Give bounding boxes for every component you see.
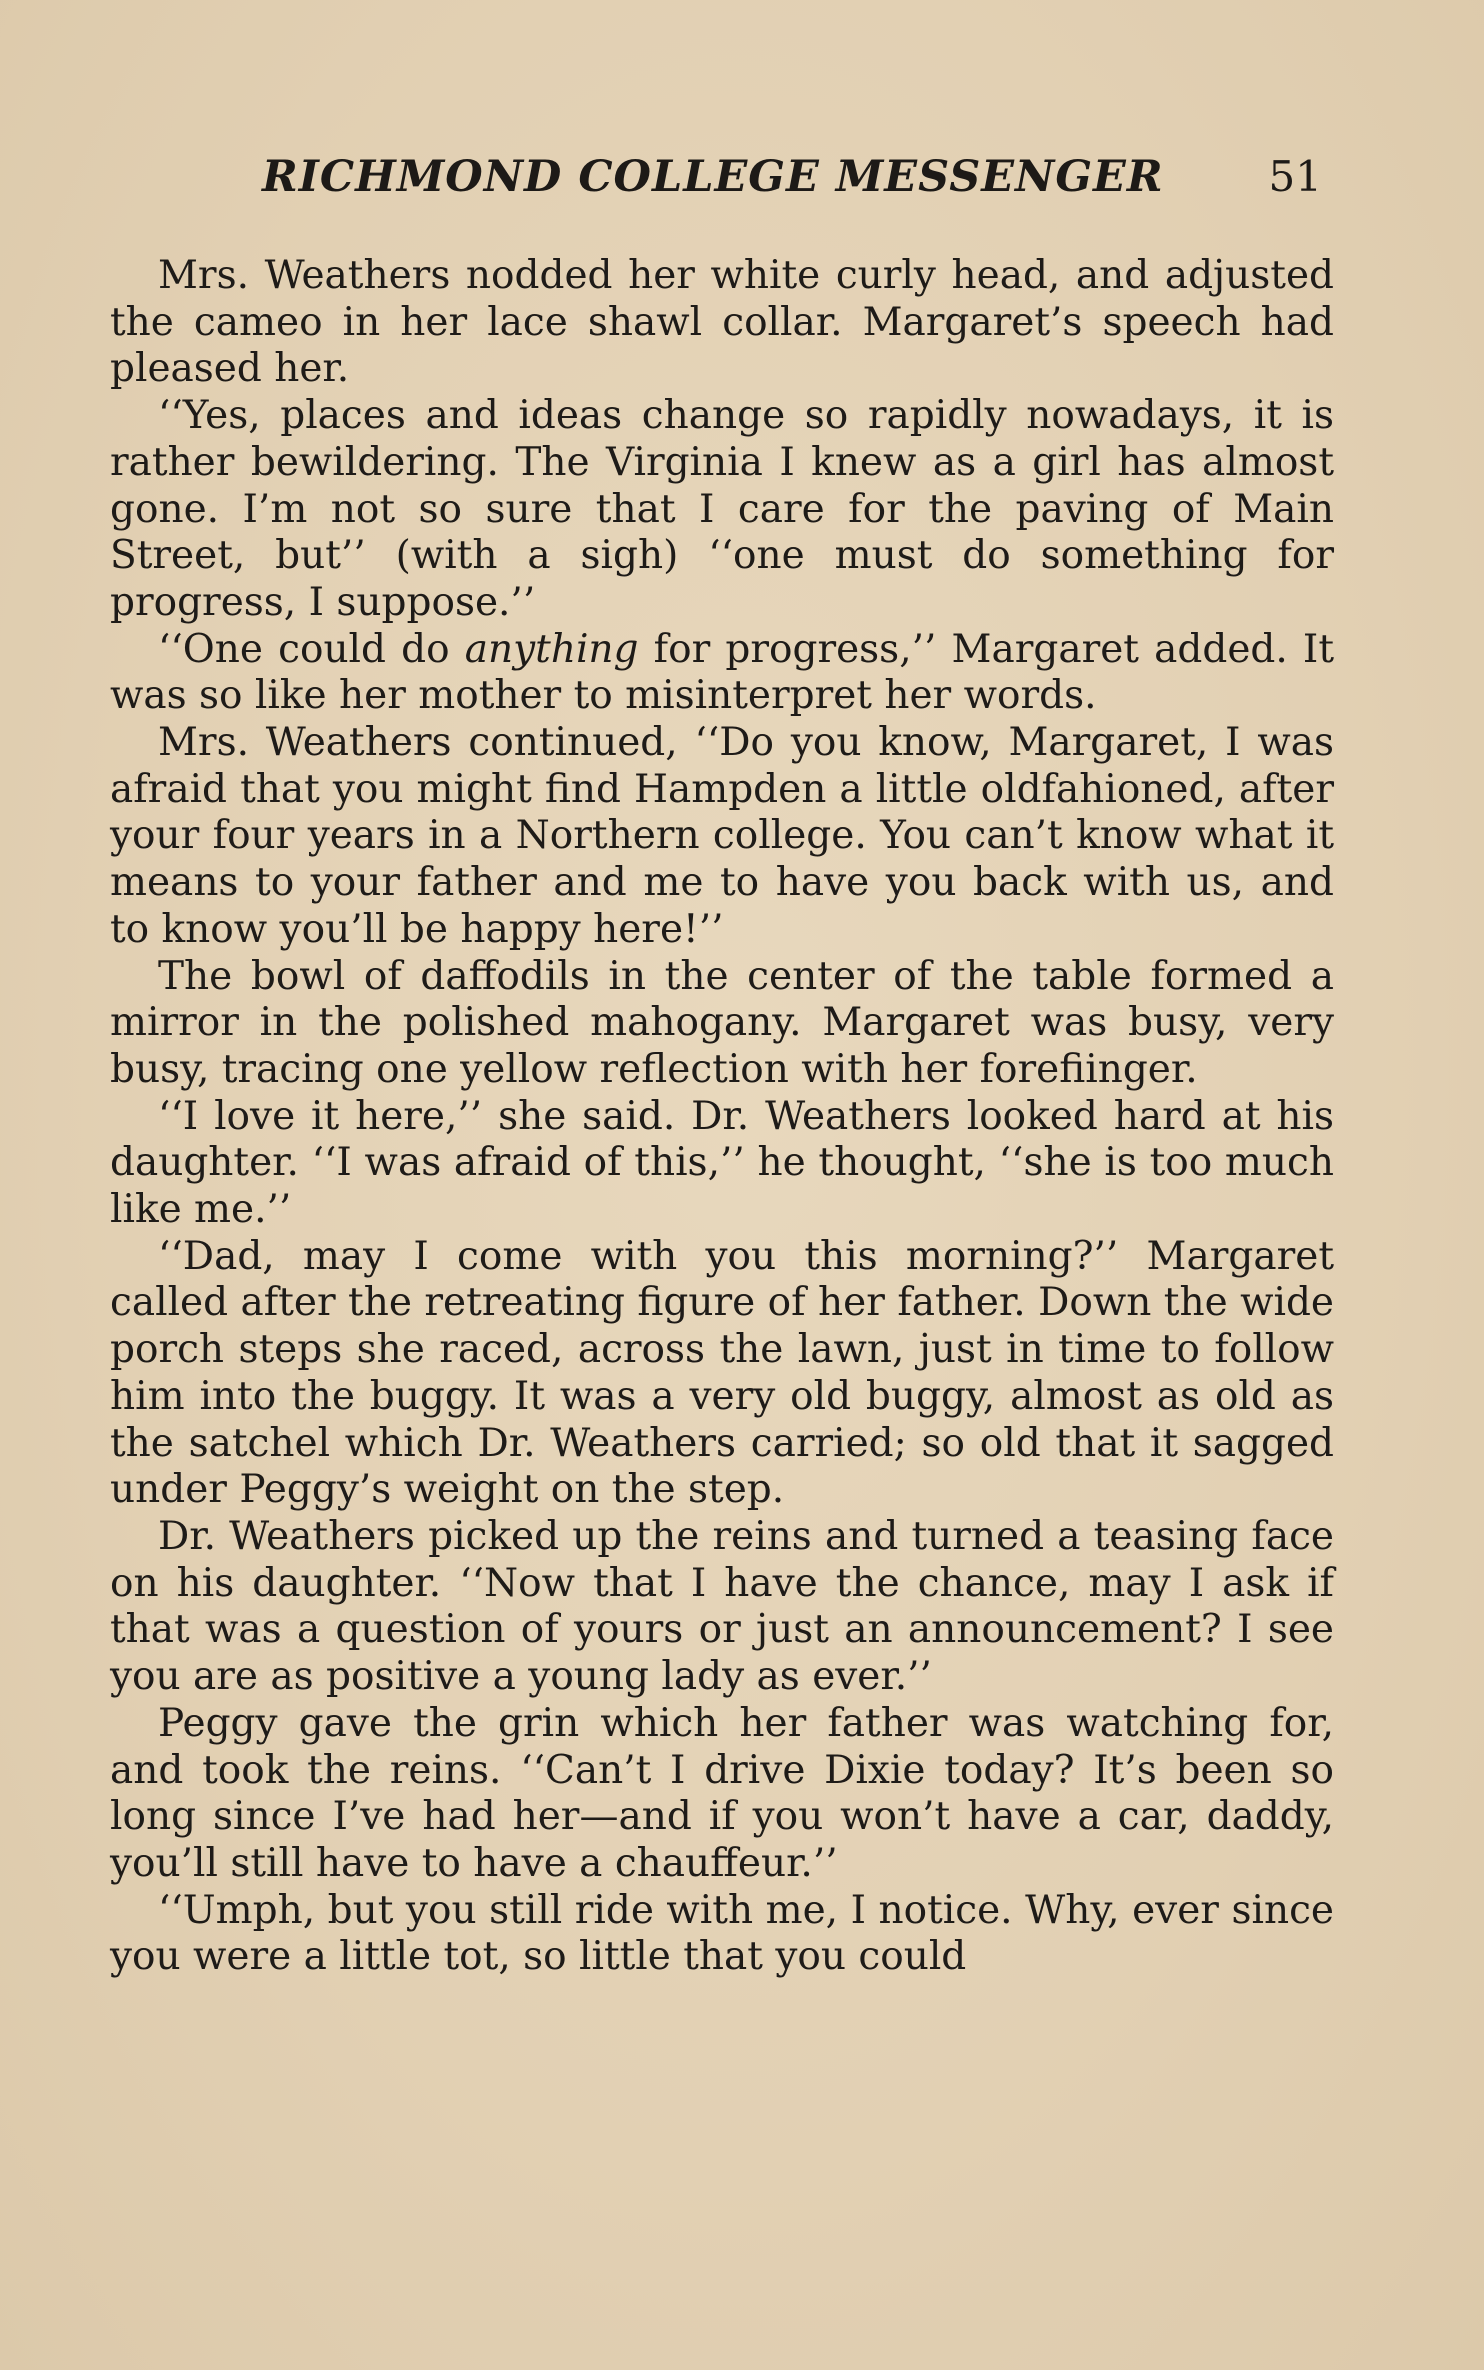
paragraph-3-emphasis: anything (464, 626, 639, 672)
paragraph-3 (110, 627, 1334, 720)
paragraph-4: Mrs. Weathers continued, ‘‘Do you know, Margaret, I was afraid that you might find Hampden a little oldfahioned, after your four years in a Northern college. You can’t know what it means to your father and me to have you back with us, and to know you’ll be happy here!’’ (110, 720, 1334, 952)
paragraph-3-text-before: ‘‘One could do (158, 626, 465, 672)
body-text (110, 253, 1334, 1981)
page-number: 51 (1268, 152, 1322, 201)
paragraph-2: ‘‘Yes, places and ideas change so rapidly nowadays, it is rather bewildering. The Virginia I knew as a girl has almost gone. I’m not so sure that I care for the paving of Main Street, but’’ (with a sigh) ‘‘one must do something for progress, I suppose.’’ (110, 393, 1334, 625)
paragraph-10: ‘‘Umph, but you still ride with me, I notice. Why, ever since you were a little tot, so little that you could (110, 1887, 1334, 1980)
running-title: RICHMOND COLLEGE MESSENGER (262, 152, 1164, 202)
paragraph-9: Peggy gave the grin which her father was watching for, and took the reins. ‘‘Can’t I drive Dixie today? It’s been so long since I’ve had her—and if you won’t have a car, daddy, you’ll still have to have a chauffeur.’’ (110, 1700, 1334, 1886)
paragraph-3-text-after: for progress,’’ Margaret added. It was so like her mother to misinterpret her words. (110, 626, 1334, 719)
paragraph-8: Dr. Weathers picked up the reins and turned a teasing face on his daughter. ‘‘Now that I have the chance, may I ask if that was a question of yours or just an announcement? I see you are as positive a young lady as ever.’’ (110, 1513, 1334, 1700)
paragraph-5: The bowl of daffodils in the center of the table formed a mirror in the polished mahogany. Margaret was busy, very busy, tracing one yellow reflection with her forefiinger. (110, 953, 1334, 1092)
paragraph-1: Mrs. Weathers nodded her white curly head, and adjusted the cameo in her lace shawl collar. Margaret’s speech had pleased her. (110, 253, 1334, 392)
paragraph-6: ‘‘I love it here,’’ she said. Dr. Weathers looked hard at his daughter. ‘‘I was afraid of this,’’ he thought, ‘‘she is too much like me.’’ (110, 1093, 1334, 1233)
paragraph-7: ‘‘Dad, may I come with you this morning?’’ Margaret called after the retreating figure of her father. Down the wide porch steps she raced, across the lawn, just in time to follow him into the buggy. It was a very old buggy, almost as old as the satchel which Dr. Weathers carried; so old that it sagged under Peggy’s weight on the step. (110, 1233, 1334, 1513)
page-header (112, 152, 1322, 212)
